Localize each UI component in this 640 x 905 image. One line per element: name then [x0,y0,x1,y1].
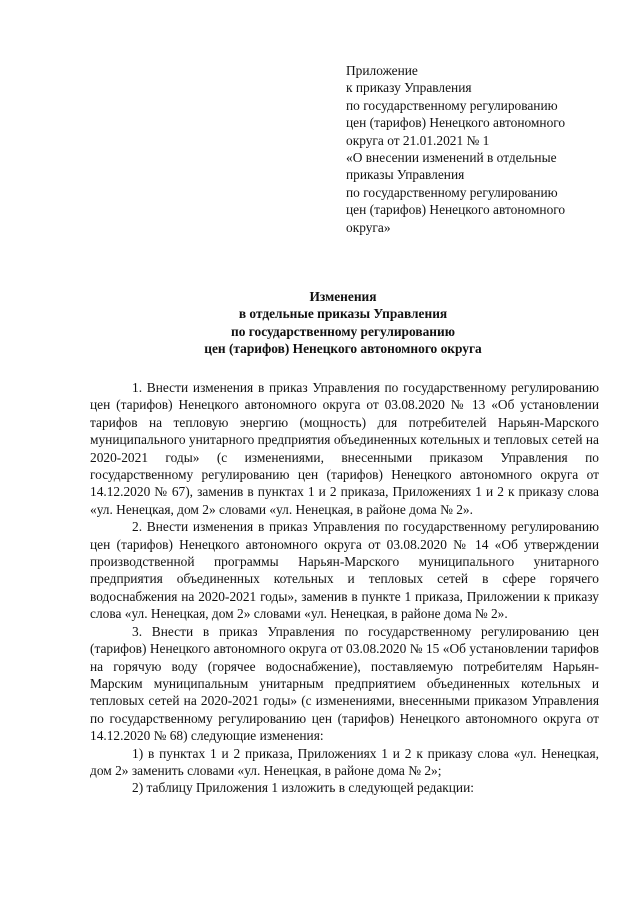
appendix-line: округа» [346,219,391,235]
document-body [90,379,599,797]
title-line: Изменения [309,289,377,304]
appendix-line: по государственному регулированию [346,97,558,113]
title-line: в отдельные приказы Управления [238,306,448,322]
paragraph-item-1: 1. Внести изменения в приказ Управления по государственному регулированию цен (тарифов) Ненецкого автономного округа от 03.08.2020 № 13 «Об установлении тарифов на тепловую энергию (мощность) для потребителей Нарьян-Марского муниципального унитарного предприятия объединенных котельных и тепловых сетей на 2020-2021 годы» (с изменениями, внесенными приказом Управления по государственному регулированию цен (тарифов) Ненецкого автономного округа от 14.12.2020 № 67), заменив в пунктах 1 и 2 приказа, Приложениях 1 и 2 к приказу слова «ул. Ненецкая, дом 2» словами «ул. Ненецкая, в районе дома № 2». [90,380,599,517]
appendix-line: к приказу Управления [346,80,472,96]
paragraph-subitem-2: 2) таблицу Приложения 1 изложить в следующей редакции: [132,780,474,796]
appendix-line: цен (тарифов) Ненецкого автономного [346,115,566,131]
document-title [90,288,596,358]
appendix-line: округа от 21.01.2021 № 1 [346,132,490,148]
appendix-line: «О внесении изменений в отдельные [346,150,557,166]
paragraph-item-3: 3. Внести в приказ Управления по государственному регулированию цен (тарифов) Ненецкого автономного округа от 03.08.2020 № 15 «Об установлении тарифов на горячую воду (горячее водоснабжение), поставляемую потребителям Нарьян-Марским муниципальным унитарным предприятием объединенных котельных и тепловых сетей на 2020-2021 годы» (с изменениями, внесенными приказом Управления по государственному регулированию цен (тарифов) Ненецкого автономного округа от 14.12.2020 № 68) следующие изменения: [90,623,599,744]
paragraph-subitem-1: 1) в пунктах 1 и 2 приказа, Приложениях 1 и 2 к приказу слова «ул. Ненецкая, дом 2» заменить словами «ул. Ненецкая, в районе дома № 2»; [90,745,599,778]
title-line: цен (тарифов) Ненецкого автономного округа [204,341,482,357]
appendix-line: приказы Управления [346,167,465,183]
appendix-header [346,62,596,236]
appendix-line: Приложение [346,63,418,78]
appendix-line: цен (тарифов) Ненецкого автономного [346,202,566,218]
appendix-line: по государственному регулированию [346,184,558,200]
title-line: по государственному регулированию [231,323,455,339]
paragraph-item-2: 2. Внести изменения в приказ Управления по государственному регулированию цен (тарифов) Ненецкого автономного округа от 03.08.2020 № 14 «Об утверждении производственной программы Нарьян-Марского муниципального унитарного предприятия объединенных котельных и тепловых сетей в сфере горячего водоснабжения на 2020-2021 годы», заменив в пункте 1 приказа, Приложении к приказу слова «ул. Ненецкая, дом 2» словами «ул. Ненецкая, в районе дома № 2». [90,519,599,622]
